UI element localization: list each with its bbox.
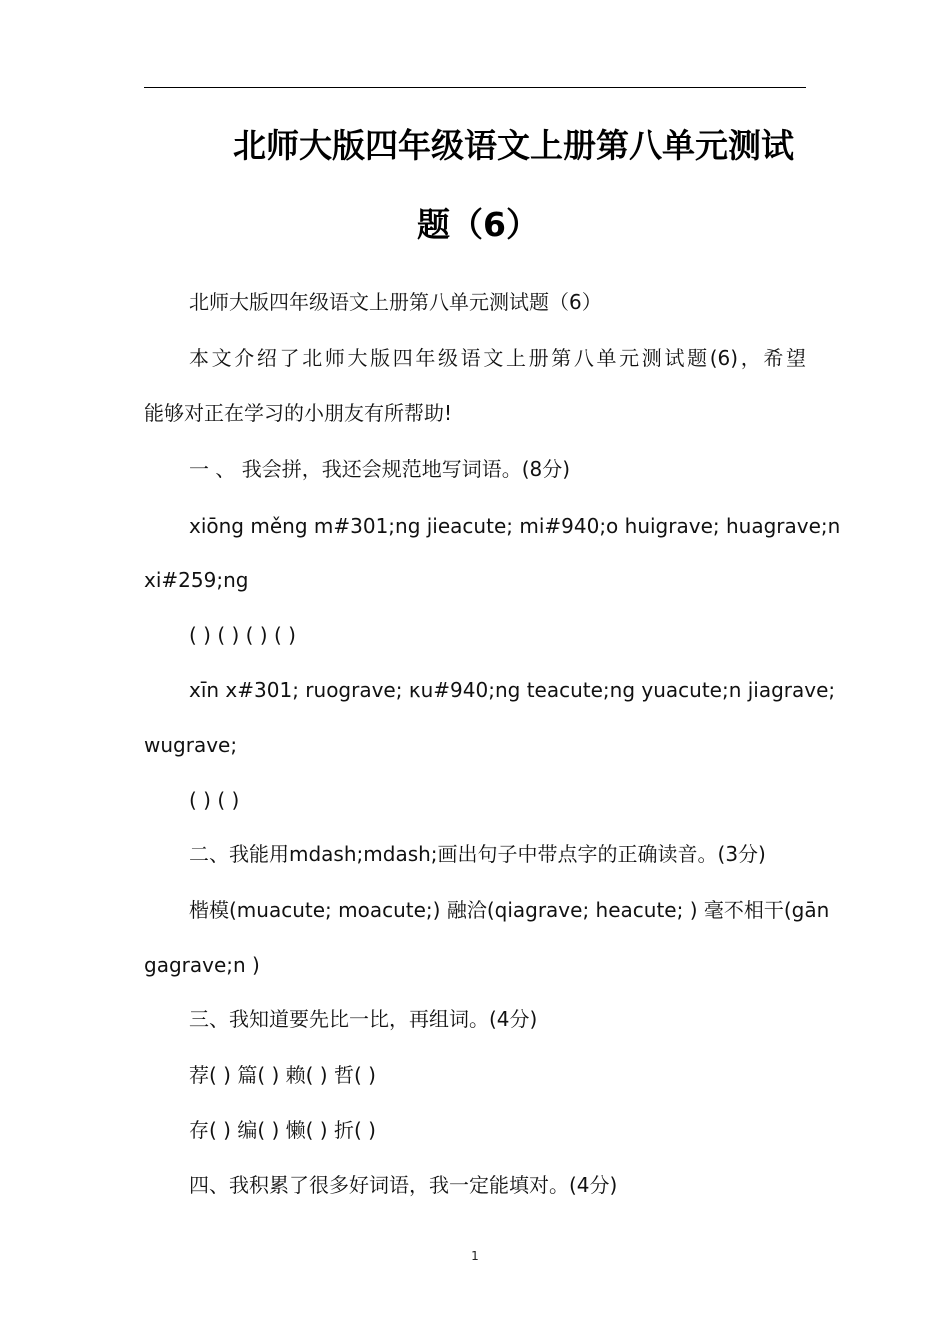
intro-paragraph-line-2: 能够对正在学习的小朋友有所帮助! [144,401,453,425]
page-number: 1 [471,1249,479,1263]
section-3-row-1: 荐( ) 篇( ) 赖( ) 哲( ) [189,1063,376,1087]
document-title-line-1: 北师大版四年级语文上册第八单元测试 [233,126,794,165]
intro-paragraph-line-1: 本文介绍了北师大版四年级语文上册第八单元测试题(6)，希望 [189,346,806,370]
section-3-heading: 三、我知道要先比一比，再组词。(4分) [189,1007,538,1031]
header-rule [144,87,806,88]
section-1-pinyin-line-1a: xiōng měng m#301;ng jieacute; mi#940;o huigrave; huagrave;n [189,514,841,538]
section-1-pinyin-line-2b: wugrave; [144,733,238,757]
section-2-line-a: 楷模(muacute; moacute;) 融洽(qiagrave; heacute; ) 毫不相干(gān [189,898,830,922]
section-1-pinyin-line-2a: xīn x#301; ruograve; κu#940;ng teacute;ng yuacute;n jiagrave; [189,678,836,702]
section-1-pinyin-line-1b: xi#259;ng [144,568,249,592]
section-3-row-2: 存( ) 编( ) 懒( ) 折( ) [189,1118,376,1142]
section-1-heading: 一 、 我会拼，我还会规范地写词语。(8分) [189,457,571,481]
section-1-blanks-2: ( ) ( ) [189,788,240,812]
section-4-heading: 四、我积累了很多好词语，我一定能填对。(4分) [189,1173,618,1197]
section-2-line-b: gagrave;n ) [144,953,260,977]
document-title-line-2: 题（6） [417,205,539,244]
section-1-blanks-1: ( ) ( ) ( ) ( ) [189,623,296,647]
subtitle-paragraph: 北师大版四年级语文上册第八单元测试题（6） [189,290,602,314]
section-2-heading: 二、我能用mdash;mdash;画出句子中带点字的正确读音。(3分) [189,842,766,866]
